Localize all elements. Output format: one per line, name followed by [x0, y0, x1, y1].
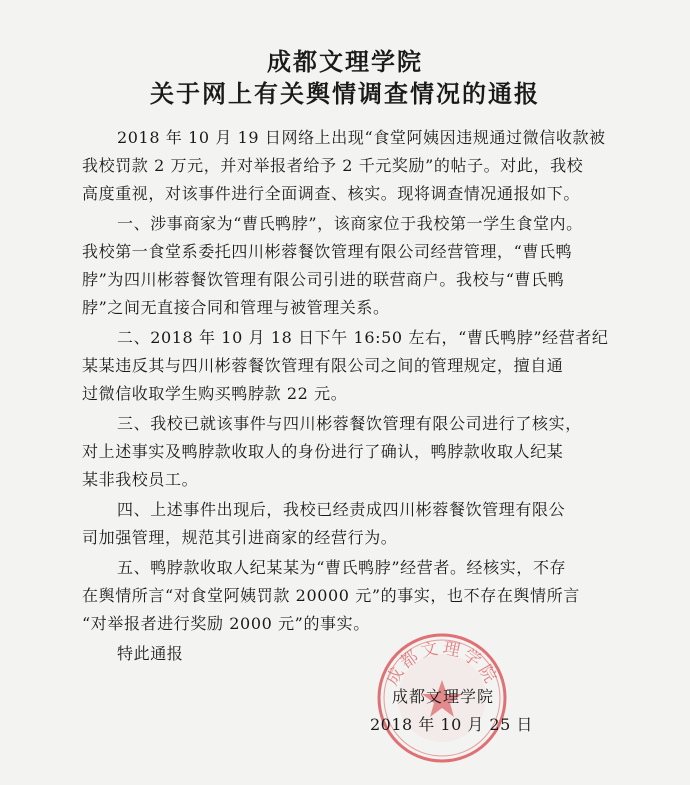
body-line: 2018 年 10 月 19 日网络上出现“食堂阿姨因违规通过微信收款被	[117, 128, 606, 147]
body-line: 我校罚款 2 万元，并对举报者给予 2 千元奖励”的帖子。对此，我校	[82, 156, 584, 175]
body-line: 在舆情所言“对食堂阿姨罚款 20000 元”的事实，也不存在舆情所言	[82, 586, 580, 605]
body-line: 司加强管理，规范其引进商家的经营行为。	[82, 528, 398, 547]
signature-org: 成都文理学院	[392, 687, 495, 706]
closing-line: 特此通报	[117, 644, 184, 663]
body-line: 某非我校员工。	[82, 470, 199, 489]
document-title-subject: 关于网上有关舆情调查情况的通报	[150, 79, 540, 108]
body-line: 某某违反其与四川彬蓉餐饮管理有限公司之间的管理规定，擅自通	[82, 356, 564, 375]
signature-date: 2018 年 10 月 25 日	[370, 715, 533, 734]
body-line: 五、鸭脖款收取人纪某某为“曹氏鸭脖”经营者。经核实，不存	[117, 558, 567, 577]
document-title-org: 成都文理学院	[267, 47, 423, 76]
body-line: “对举报者进行奖励 2000 元”的事实。	[82, 614, 370, 633]
body-line: 脖”为四川彬蓉餐饮管理有限公司引进的联营商户。我校与“曹氏鸭	[82, 270, 565, 289]
body-line: 脖”之间无直接合同和管理与被管理关系。	[82, 298, 390, 317]
body-line: 二、2018 年 10 月 18 日下午 16:50 左右，“曹氏鸭脖”经营者纪	[117, 328, 609, 347]
body-line: 高度重视，对该事件进行全面调查、核实。现将调查情况通报如下。	[82, 184, 581, 203]
body-line: 过微信收取学生购买鸭脖款 22 元。	[82, 384, 348, 403]
body-line: 四、上述事件出现后，我校已经责成四川彬蓉餐饮管理有限公	[117, 500, 566, 519]
body-line: 三、我校已就该事件与四川彬蓉餐饮管理有限公司进行了核实，	[117, 414, 582, 433]
svg-text:成都文理学院: 成都文理学院	[382, 638, 502, 690]
body-line: 对上述事实及鸭脖款收取人的身份进行了确认，鸭脖款收取人纪某	[82, 442, 564, 461]
body-line: 一、涉事商家为“曹氏鸭脖”，该商家位于我校第一学生食堂内。	[117, 214, 583, 233]
body-line: 我校第一食堂系委托四川彬蓉餐饮管理有限公司经营管理，“曹氏鸭	[82, 242, 573, 261]
